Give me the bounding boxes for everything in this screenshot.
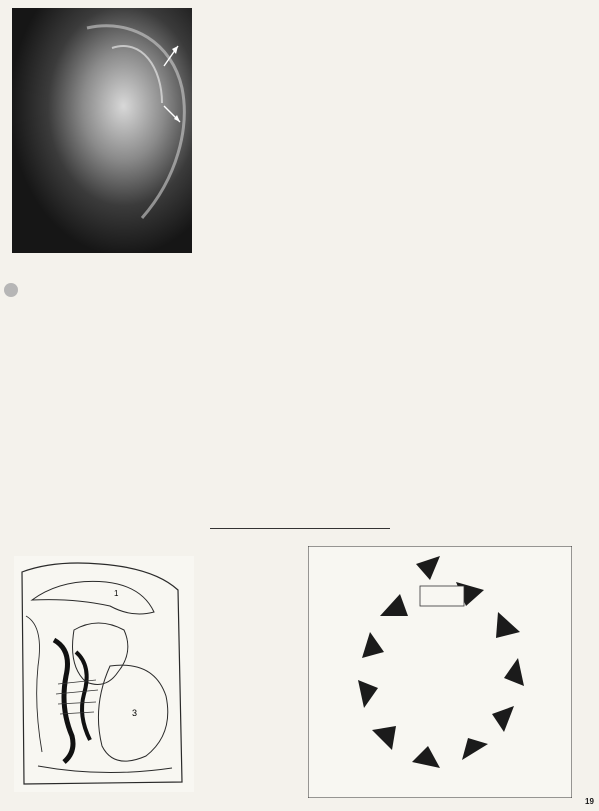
xray-arrows: [12, 8, 192, 253]
column-2-text: [210, 8, 390, 17]
column-1-text: [16, 284, 196, 293]
nasal-sinus-sketch: [14, 556, 194, 792]
column-3-text: [402, 8, 584, 17]
sketch-label-1: 1: [114, 589, 119, 598]
xray-photo: [12, 8, 192, 253]
sketch-label-3: 3: [132, 708, 138, 718]
page-number: 19: [585, 797, 594, 806]
circulus-vitiosus-diagram: [308, 546, 572, 798]
column-divider: [210, 528, 390, 529]
